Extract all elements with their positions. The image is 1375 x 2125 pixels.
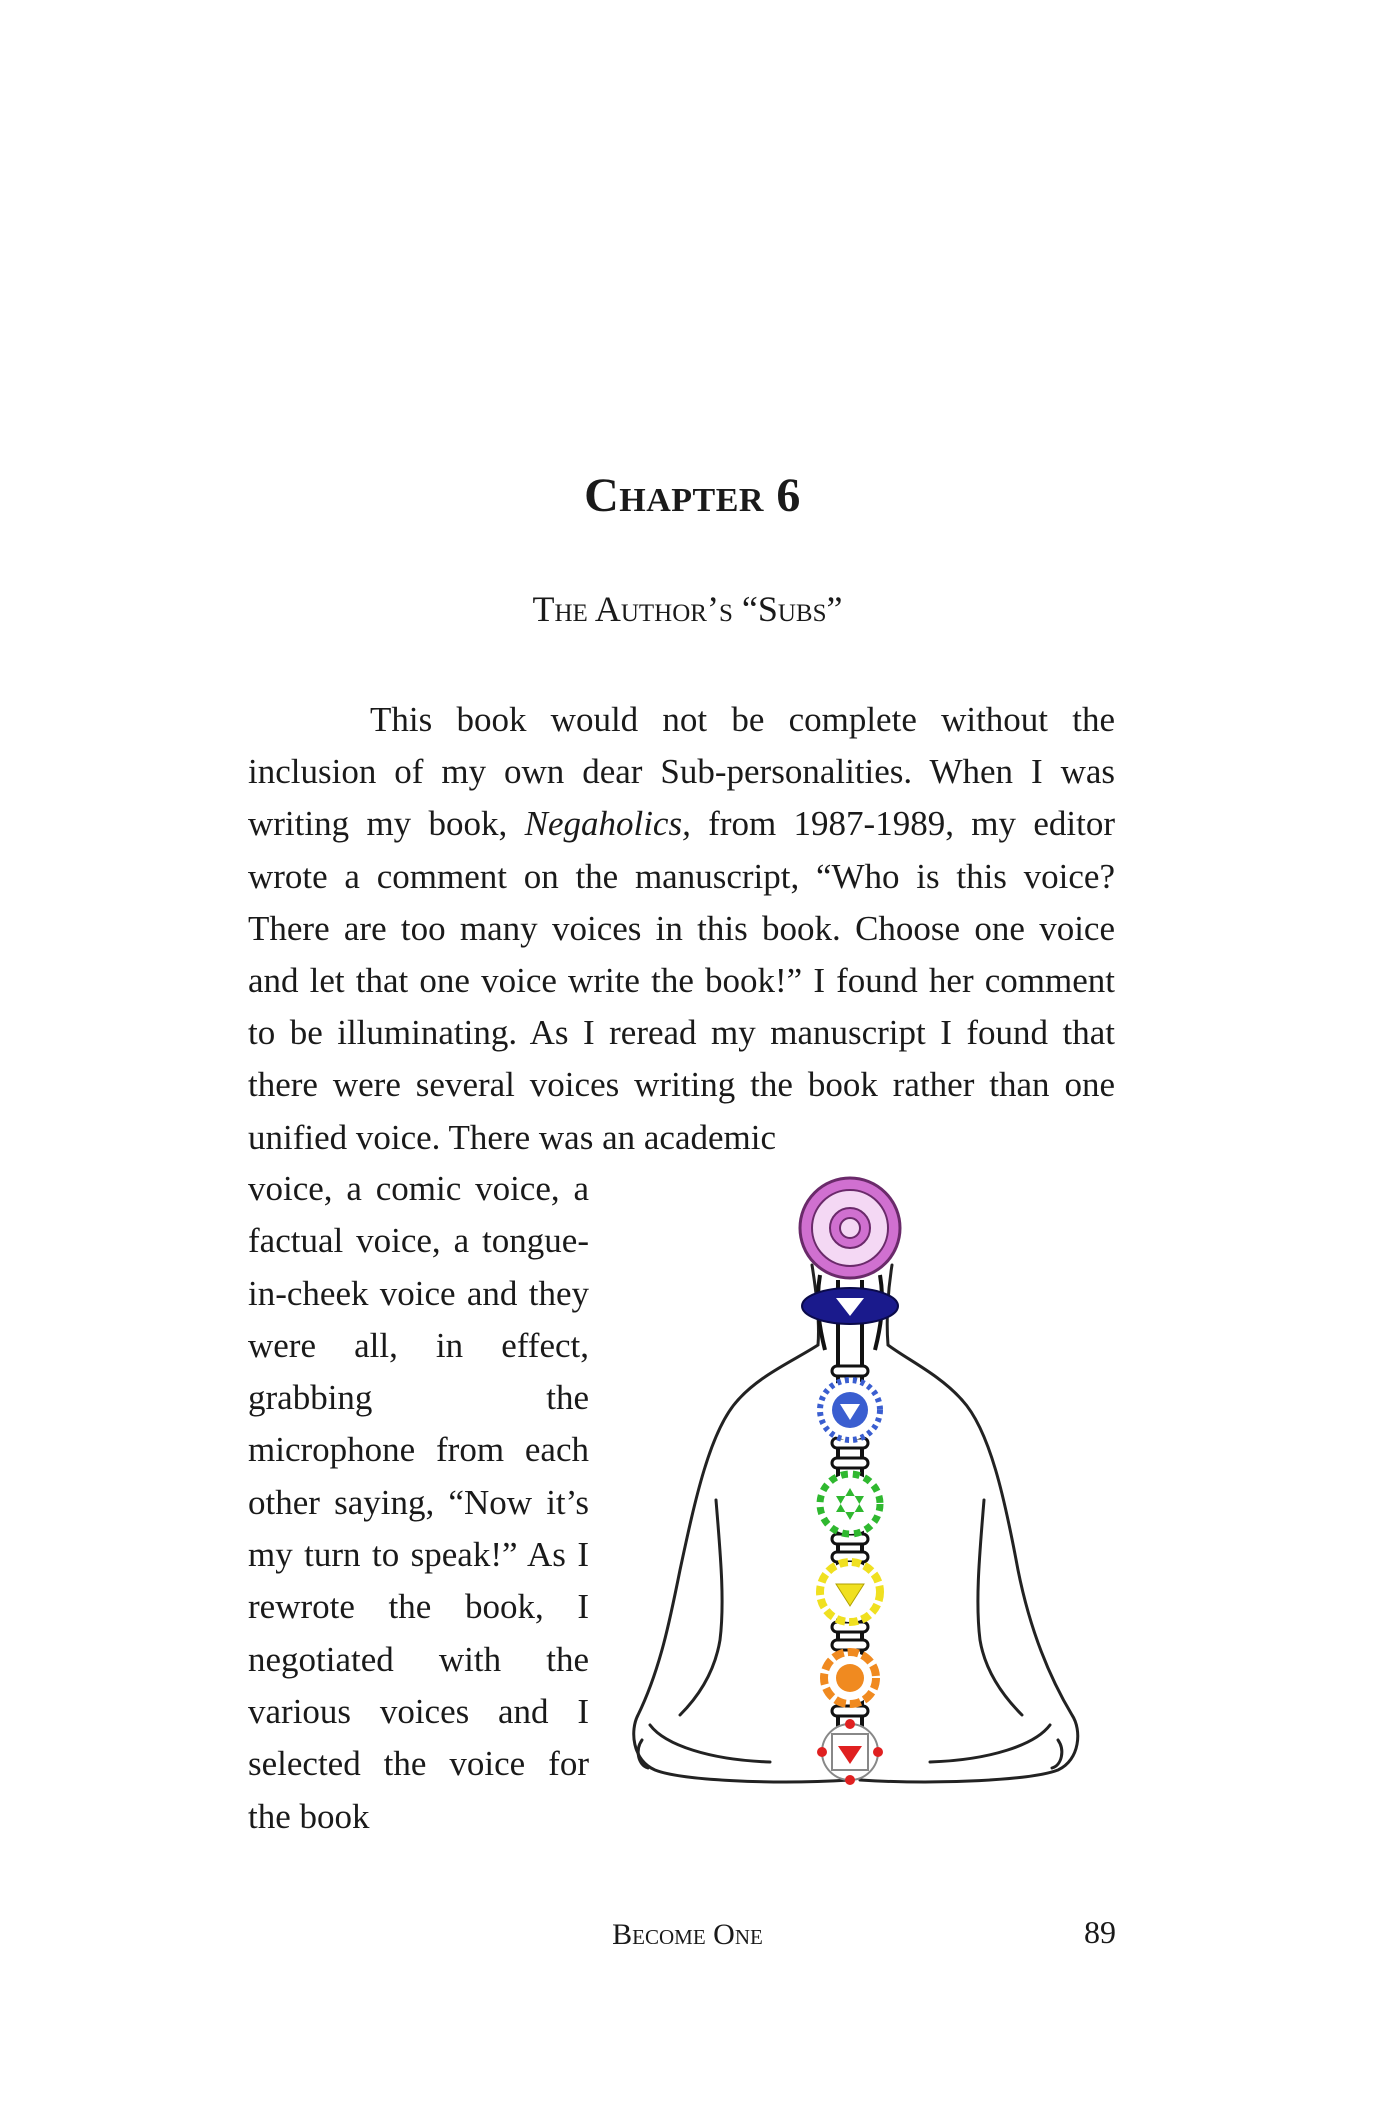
body-paragraph bbox=[248, 694, 1115, 1164]
throat-chakra bbox=[820, 1380, 880, 1440]
chakra-illustration bbox=[620, 1170, 1100, 1810]
crown-chakra bbox=[800, 1178, 900, 1278]
paragraph-text-rest: from 1987-1989, my editor wrote a comment on the manuscript, “Who is this voice? There are too many voices in this book. Choose one voice and let that one voice write the book!” I found her comment to be illuminating. As I reread my manuscript I found that there were several voices writing the book rather than one unified voice. There was an academic bbox=[248, 804, 1116, 1157]
root-chakra bbox=[817, 1719, 883, 1785]
heart-chakra bbox=[820, 1474, 880, 1534]
paragraph-text: This book would not be complete without the inclusion of my own dear Sub-personalities. When I was writing my book, bbox=[248, 700, 1115, 844]
running-footer-title: Become One bbox=[612, 1918, 763, 1951]
book-title: Negaholics, bbox=[524, 804, 691, 844]
page-number: 89 bbox=[1084, 1914, 1116, 1950]
wrapped-paragraph: voice, a comic voice, a factual voice, a tongue-in-cheek voice and they were all, in effect, grabbing the microphone from each other saying, “Now it’s my turn to speak!” As I rewrote the book, I negotiated with the various voices and I selected the voice for the book bbox=[248, 1169, 589, 1836]
sacral-chakra bbox=[824, 1652, 876, 1704]
chapter-title: Chapter 6 bbox=[584, 469, 801, 522]
chapter-subtitle: The Author’s “Subs” bbox=[532, 589, 843, 629]
third-eye-chakra bbox=[802, 1288, 898, 1324]
solar-plexus-chakra bbox=[820, 1562, 880, 1622]
